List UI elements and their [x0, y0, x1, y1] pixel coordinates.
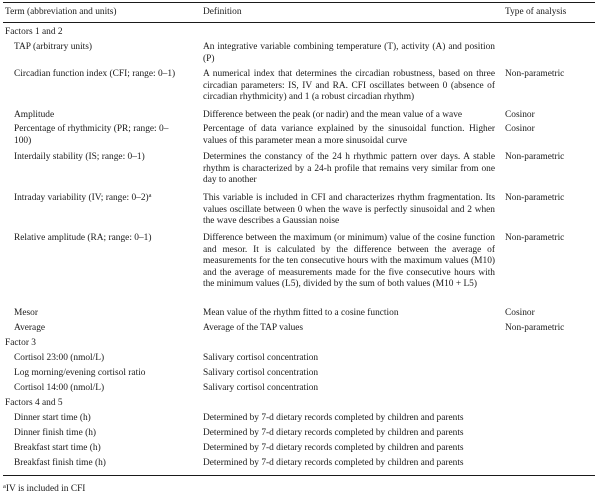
- section-label: Factor 3: [5, 338, 36, 348]
- footnote-mark: a: [148, 192, 152, 199]
- header-term: Term (abbreviation and units): [5, 7, 117, 17]
- definition-cell: Determined by 7-d dietary records completed by children and parents: [203, 413, 464, 423]
- term-cell: Dinner finish time (h): [14, 428, 97, 438]
- term-cell: Breakfast start time (h): [14, 443, 101, 453]
- definition-cell: Determined by 7-d dietary records completed by children and parents: [203, 458, 464, 468]
- term-cell: Interdaily stability (IS; range: 0–1): [14, 152, 145, 162]
- term-cell: Relative amplitude (RA; range: 0–1): [14, 233, 152, 243]
- analysis-cell: Non-parametric: [505, 233, 565, 243]
- analysis-cell: Non-parametric: [505, 69, 565, 79]
- term-cell: TAP (arbitrary units): [14, 42, 93, 52]
- analysis-cell: Cosinor: [505, 124, 535, 134]
- definition-cell: This variable is included in CFI and characterizes rhythm fragmentation. Its values oscillate between 0 when the wave is perfectly sinusoidal and 2 when the wave describes a Gaussian noise: [203, 193, 495, 227]
- term-cell: Breakfast finish time (h): [14, 458, 106, 468]
- term-cell: Cortisol 14:00 (nmol/L): [14, 383, 105, 393]
- definition-cell: Salivary cortisol concentration: [203, 353, 319, 363]
- analysis-cell: Non-parametric: [505, 193, 565, 203]
- definition-cell: Determined by 7-d dietary records completed by children and parents: [203, 443, 464, 453]
- term-cell: Percentage of rhythmicity (PR; range: 0–100): [14, 124, 169, 146]
- table-top-rule: [3, 2, 595, 3]
- section-label: Factors 4 and 5: [5, 398, 63, 408]
- term-text: Intraday variability (IV; range: 0–2): [14, 193, 149, 203]
- footnote-mark: a: [3, 483, 6, 490]
- definition-cell: An integrative variable combining temperature (T), activity (A) and position (P): [203, 42, 495, 64]
- header-analysis: Type of analysis: [505, 7, 567, 17]
- definition-cell: A numerical index that determines the circadian robustness, based on three circadian parameters: IS, IV and RA. CFI oscillates between 0 (absence of circadian rhythmicity) and 1 (a robust circadian rhythm): [203, 69, 495, 103]
- definition-cell: Salivary cortisol concentration: [203, 383, 319, 393]
- term-cell: Circadian function index (CFI; range: 0–1): [14, 69, 176, 79]
- definition-cell: Determined by 7-d dietary records completed by children and parents: [203, 428, 464, 438]
- term-cell: Dinner start time (h): [14, 413, 91, 423]
- term-cell: Average: [14, 323, 46, 333]
- definition-cell: Average of the TAP values: [203, 323, 304, 333]
- table-bottom-rule: [3, 475, 595, 476]
- table-footnote: [3, 484, 85, 496]
- definition-cell: Salivary cortisol concentration: [203, 368, 319, 378]
- section-label: Factors 1 and 2: [5, 27, 63, 37]
- term-cell: Amplitude: [14, 110, 55, 120]
- analysis-cell: Non-parametric: [505, 152, 565, 162]
- definition-cell: Difference between the maximum (or minimum) value of the cosine function and mesor. It is calculated by the difference between the average of measurements for the ten consecutive hours with the maximum values (M10) and the average of measurements made for the five consecutive hours with the minimum values (L5), divided by the sum of both values (M10 + L5): [203, 233, 495, 290]
- definition-cell: Mean value of the rhythm fitted to a cosine function: [203, 308, 399, 318]
- header-definition: Definition: [203, 7, 242, 17]
- header-rule: [3, 22, 595, 23]
- definition-cell: Difference between the peak (or nadir) and the mean value of a wave: [203, 110, 463, 120]
- definition-cell: Determines the constancy of the 24 h rhythmic pattern over days. A stable rhythm is characterized by a 24-h profile that remains very similar from one day to another: [203, 152, 495, 186]
- term-cell: Cortisol 23:00 (nmol/L): [14, 353, 105, 363]
- footnote-text: IV is included in CFI: [5, 484, 86, 494]
- term-cell: Mesor: [14, 308, 38, 318]
- term-cell: [14, 193, 199, 205]
- analysis-cell: Non-parametric: [505, 323, 565, 333]
- definition-cell: Percentage of data variance explained by the sinusoidal function. Higher values of this parameter mean a more sinusoidal curve: [203, 124, 495, 146]
- analysis-cell: Cosinor: [505, 110, 535, 120]
- analysis-cell: Cosinor: [505, 308, 535, 318]
- term-cell: Log morning/evening cortisol ratio: [14, 368, 146, 378]
